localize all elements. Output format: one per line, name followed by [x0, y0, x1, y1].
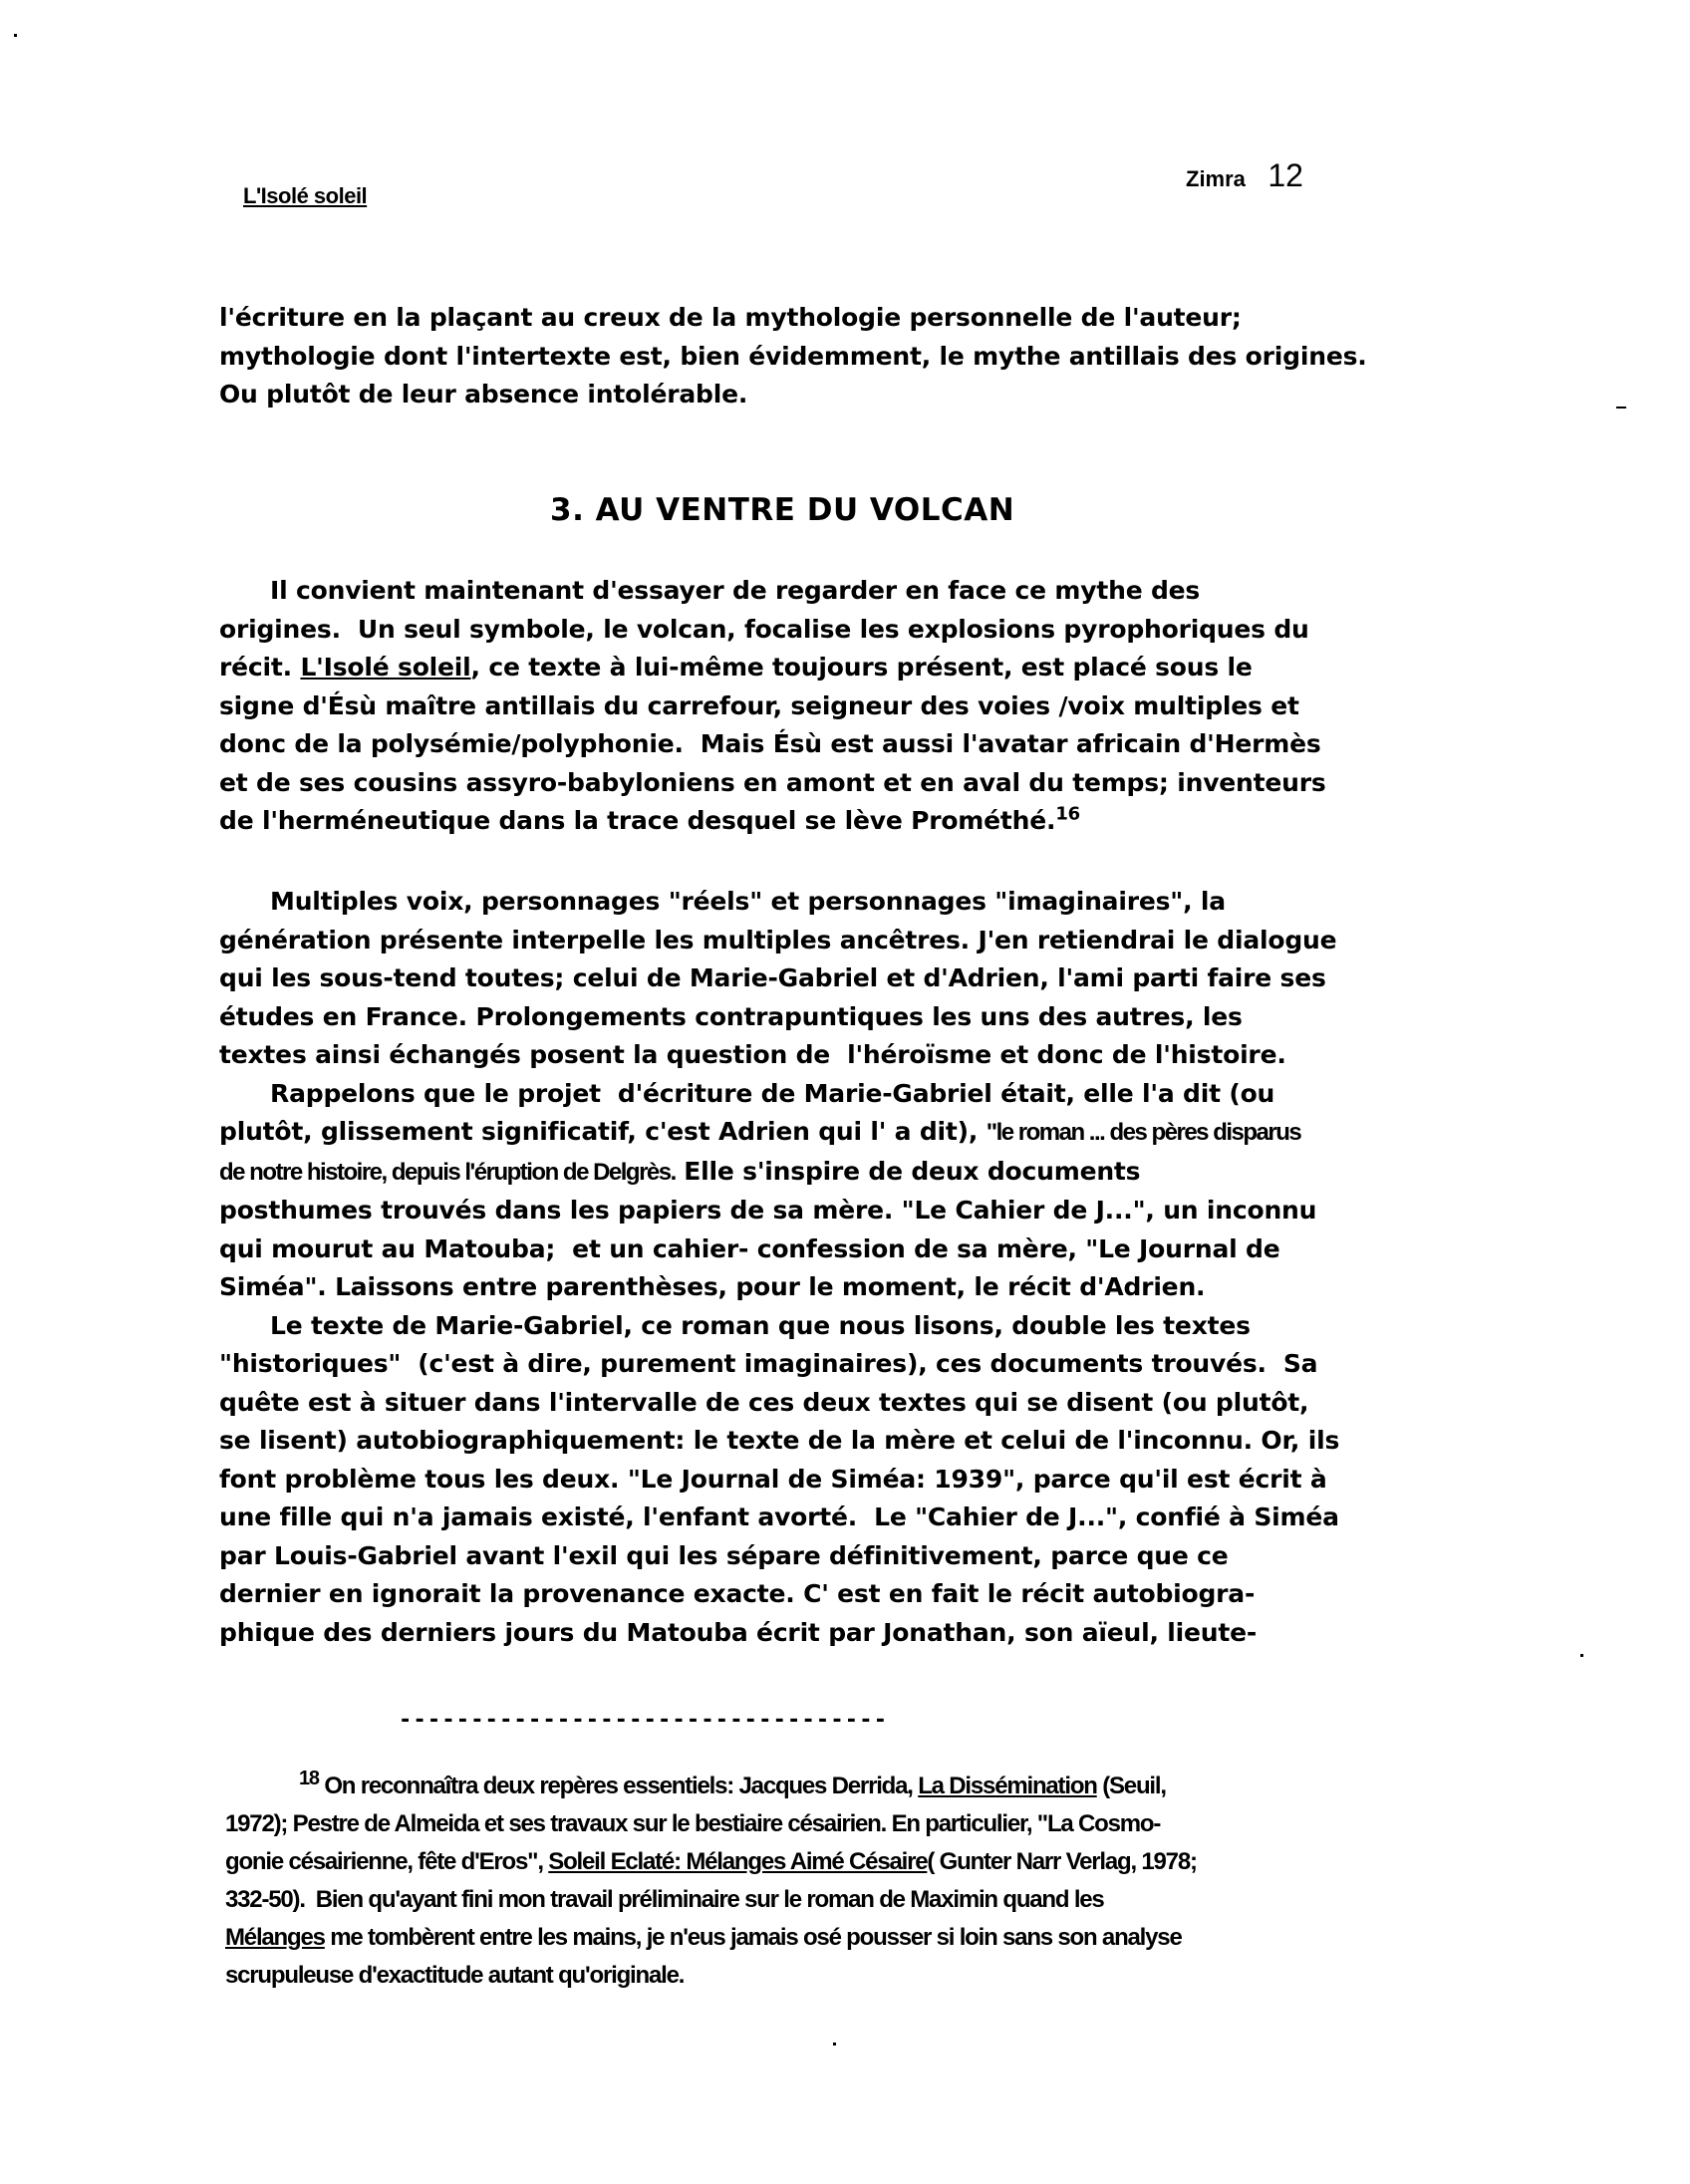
text-line: qui mourut au Matouba; et un cahier- confession de sa mère, "Le Journal de — [219, 1233, 1280, 1263]
text-line: récit. — [219, 653, 301, 682]
section-heading: 3. AU VENTRE DU VOLCAN — [550, 492, 1015, 528]
page-number: 12 — [1268, 157, 1303, 193]
footnote-line: On reconnaîtra deux repères essentiels: Jacques Derrida, — [318, 1773, 919, 1799]
text-line: dernier en ignorait la provenance exacte. C' est en fait le récit autobiogra- — [219, 1579, 1256, 1608]
text-line: Rappelons que le projet d'écriture de Marie-Gabriel était, elle l'a dit (ou — [219, 1078, 1275, 1108]
footnote-line: ( Gunter Narr Verlag, 1978; — [927, 1848, 1197, 1875]
footnote-separator: ---------------------------------- — [399, 1708, 889, 1733]
text-line: Le texte de Marie-Gabriel, ce roman que nous lisons, double les textes — [219, 1310, 1251, 1340]
scan-speck — [833, 2043, 836, 2046]
scan-speck — [1580, 1654, 1583, 1657]
quoted-text: "le roman ... des pères disparus — [986, 1119, 1301, 1146]
text-line: et de ses cousins assyro-babyloniens en amont et en aval du temps; inventeurs — [219, 767, 1326, 797]
text-line: Ou plutôt de leur absence intolérable. — [219, 380, 748, 409]
footnote-line: me tombèrent entre les mains, je n'eus jamais osé pousser si loin sans son analyse — [324, 1924, 1182, 1951]
footnote-line: gonie césairienne, fête d'Eros", — [225, 1848, 549, 1875]
text-line: posthumes trouvés dans les papiers de sa mère. "Le Cahier de J...", un inconnu — [219, 1196, 1317, 1225]
text-line: , ce texte à lui-même toujours présent, est placé sous le — [470, 653, 1253, 682]
footnote-number: 18 — [299, 1768, 319, 1789]
text-line: "historiques" (c'est à dire, purement imaginaires), ces documents trouvés. Sa — [219, 1349, 1318, 1378]
text-line: quête est à situer dans l'intervalle de ces deux textes qui se disent (ou plutôt, — [219, 1387, 1309, 1417]
intro-paragraph — [219, 299, 1415, 414]
text-line: de l'herméneutique dans la trace desquel se lève Prométhé. — [219, 806, 1056, 835]
footnote-line: 1972); Pestre de Almeida et ses travaux sur le bestiaire césairien. En particulier, "La Cosmo- — [225, 1810, 1161, 1837]
footnote — [225, 1768, 1421, 1995]
running-title: L'Isolé soleil — [243, 183, 368, 208]
text-line: Multiples voix, personnages "réels" et personnages "imaginaires", la — [219, 887, 1226, 916]
text-line: études en France. Prolongements contrapuntiques les uns des autres, les — [219, 1001, 1243, 1031]
text-line: une fille qui n'a jamais existé, l'enfant avorté. Le "Cahier de J...", confié à Siméa — [219, 1502, 1339, 1531]
footnote-reference: 16 — [1055, 803, 1080, 825]
book-title: L'Isolé soleil — [300, 653, 471, 682]
scan-speck — [14, 34, 17, 37]
text-line: par Louis-Gabriel avant l'exil qui les sépare définitivement, parce que ce — [219, 1540, 1229, 1570]
paragraph-voix — [219, 883, 1415, 1652]
page-header — [1186, 157, 1303, 194]
footnote-line: scrupuleuse d'exactitude autant qu'originale. — [225, 1962, 685, 1989]
text-line: signe d'Ésù maître antillais du carrefour, seigneur des voies /voix multiples et — [219, 690, 1299, 720]
scan-speck — [1616, 407, 1626, 409]
cited-title: La Dissémination — [918, 1773, 1097, 1799]
cited-title: Soleil Eclaté: Mélanges Aimé Césaire — [548, 1848, 928, 1875]
text-line: phique des derniers jours du Matouba écrit par Jonathan, son aïeul, lieute- — [219, 1617, 1258, 1647]
text-line: mythologie dont l'intertexte est, bien évidemment, le mythe antillais des origines. — [219, 341, 1367, 371]
author-name: Zimra — [1186, 166, 1246, 191]
text-line: l'écriture en la plaçant au creux de la mythologie personnelle de l'auteur; — [219, 303, 1242, 332]
text-line: génération présente interpelle les multiples ancêtres. J'en retiendrai le dialogue — [219, 925, 1337, 955]
text-line: Elle s'inspire de deux documents — [675, 1156, 1141, 1186]
cited-title: Mélanges — [225, 1924, 325, 1951]
text-line: textes ainsi échangés posent la question de l'héroïsme et donc de l'histoire. — [219, 1040, 1286, 1069]
text-line: qui les sous-tend toutes; celui de Marie-Gabriel et d'Adrien, l'ami parti faire ses — [219, 963, 1326, 992]
text-line: Siméa". Laissons entre parenthèses, pour le moment, le récit d'Adrien. — [219, 1272, 1206, 1301]
text-line: plutôt, glissement significatif, c'est Adrien qui l' a dit), — [219, 1117, 986, 1146]
paragraph-volcan — [219, 572, 1415, 841]
text-line: Il convient maintenant d'essayer de regarder en face ce mythe des — [219, 576, 1201, 605]
text-line: se lisent) autobiographiquement: le texte de la mère et celui de l'inconnu. Or, ils — [219, 1426, 1340, 1455]
quoted-text: de notre histoire, depuis l'éruption de Delgrès. — [219, 1158, 676, 1186]
footnote-line: 332-50). Bien qu'ayant fini mon travail préliminaire sur le roman de Maximin quand les — [225, 1886, 1104, 1913]
text-line: font problème tous les deux. "Le Journal de Siméa: 1939", parce qu'il est écrit à — [219, 1464, 1327, 1494]
text-line: donc de la polysémie/polyphonie. Mais Ésù est aussi l'avatar africain d'Hermès — [219, 729, 1321, 758]
text-line: origines. Un seul symbole, le volcan, focalise les explosions pyrophoriques du — [219, 614, 1309, 644]
footnote-line: (Seuil, — [1096, 1773, 1166, 1799]
